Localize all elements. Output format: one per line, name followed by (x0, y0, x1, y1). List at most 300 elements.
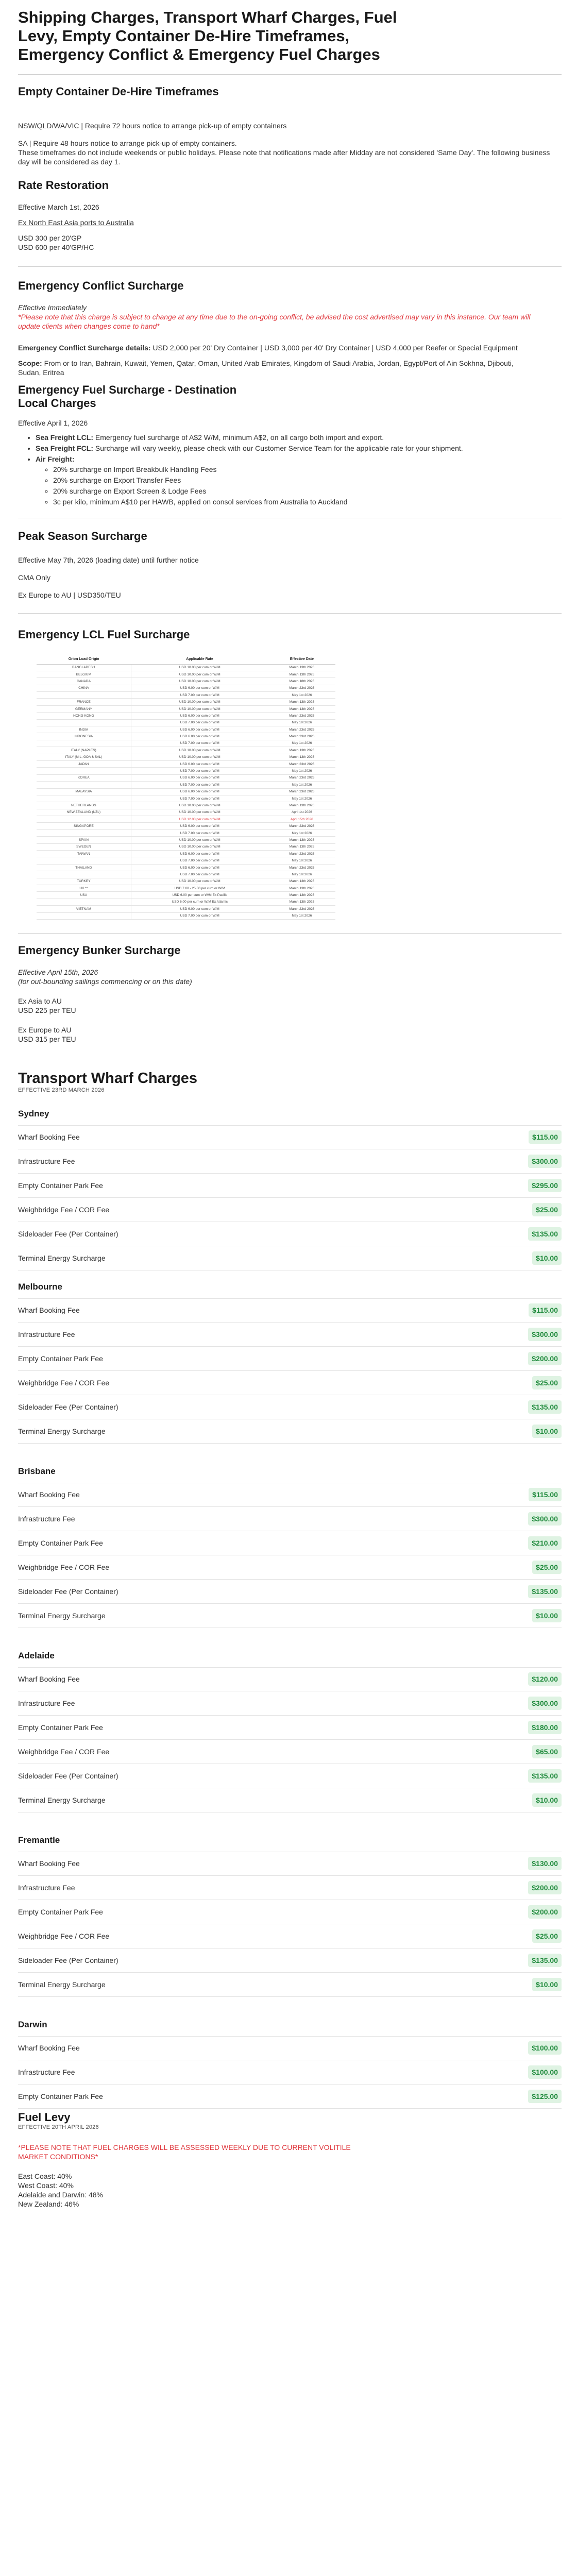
lcl-cell-date: March 13th 2026 (268, 892, 335, 899)
divider (18, 266, 562, 267)
fee-price: $135.00 (528, 1400, 562, 1414)
fuel-destination-heading: Emergency Fuel Surcharge - Destination Local Charges (18, 383, 237, 410)
page-title: Shipping Charges, Transport Wharf Charges, Fuel Levy, Empty Container De-Hire Timeframes, Emergency Conflict & Emergency Fuel Charges (18, 8, 397, 63)
fee-label: Infrastructure Fee (18, 1699, 75, 1707)
lcl-cell-rate: USD 10.00 per cum or W/M (131, 699, 268, 705)
conflict-details-text: USD 2,000 per 20' Dry Container | USD 3,000 per 40' Dry Container | USD 4,000 per Reefer or Special Equipment (150, 344, 518, 352)
lcl-cell-date: May 1st 2026 (268, 740, 335, 747)
fee-row (18, 1604, 562, 1628)
lcl-cell-rate: USD 10.00 per cum or W/M (131, 747, 268, 754)
lcl-cell-rate: USD 6.00 per cum or W/M (131, 713, 268, 719)
lcl-table-row (37, 899, 335, 905)
lcl-cell-date: May 1st 2026 (268, 782, 335, 788)
lcl-cell-date: March 23rd 2026 (268, 760, 335, 767)
divider (18, 74, 562, 75)
fee-row (18, 2036, 562, 2060)
lcl-cell-origin: GERMANY (37, 705, 131, 712)
lcl-cell-origin: CANADA (37, 678, 131, 685)
fee-row (18, 1764, 562, 1788)
lcl-table-row (37, 823, 335, 829)
lcl-cell-origin: MALAYSIA (37, 788, 131, 795)
lcl-cell-date: March 23rd 2026 (268, 726, 335, 733)
port-name: Fremantle (18, 1835, 60, 1845)
fee-row (18, 1298, 562, 1323)
bunker-effective-note: (for out-bounding sailings commencing or on this date) (18, 977, 192, 986)
bunker-asia-rate: USD 225 per TEU (18, 1006, 76, 1014)
lcl-cell-rate: USD 10.00 per cum or W/M (131, 664, 268, 671)
fee-row (18, 1852, 562, 1876)
lcl-table-row (37, 726, 335, 733)
peak-section (18, 530, 562, 600)
fee-label: Sideloader Fee (Per Container) (18, 1956, 118, 1964)
lcl-cell-origin (37, 871, 131, 878)
lcl-table-row (37, 768, 335, 774)
lcl-cell-date: March 23rd 2026 (268, 823, 335, 829)
peak-effective: Effective May 7th, 2026 (loading date) until further notice (18, 556, 199, 564)
fee-label: Wharf Booking Fee (18, 2044, 80, 2053)
port-name: Darwin (18, 2019, 47, 2029)
lcl-table-row (37, 802, 335, 809)
lcl-cell-date: May 1st 2026 (268, 795, 335, 802)
conflict-section (18, 279, 562, 377)
lcl-cell-rate: USD 10.00 per cum or W/M (131, 671, 268, 677)
dehire-line-3: These timeframes do not include weekends or public holidays. Please note that notifications made after Midday are not considered 'Same Day'. The following business day will be considered as day 1. (18, 148, 550, 166)
fuel-levy-effective: EFFECTIVE 20TH APRIL 2026 (18, 2124, 99, 2130)
lcl-cell-date: May 1st 2026 (268, 871, 335, 878)
wharf-heading: Transport Wharf Charges (18, 1070, 198, 1087)
fee-label: Terminal Energy Surcharge (18, 1611, 106, 1620)
port-name: Melbourne (18, 1281, 62, 1292)
lcl-cell-origin: BANGLADESH (37, 664, 131, 671)
lcl-cell-origin: FRANCE (37, 699, 131, 705)
lcl-cell-rate: USD 6.00 per cum or W/M (131, 851, 268, 857)
lcl-cell-origin (37, 857, 131, 864)
fee-label: Wharf Booking Fee (18, 1133, 80, 1142)
lcl-cell-date: May 1st 2026 (268, 719, 335, 726)
port-block-melbourne (18, 1282, 562, 1444)
fee-price: $210.00 (528, 1536, 562, 1550)
lcl-cell-date: May 1st 2026 (268, 768, 335, 774)
lcl-cell-origin (37, 816, 131, 823)
fuel-air-subitem: ◦ 20% surcharge on Export Screen & Lodge Fees (53, 486, 562, 496)
lcl-cell-date: March 13th 2026 (268, 699, 335, 705)
lcl-cell-rate: USD 6.00 per cum or W/M (131, 760, 268, 767)
lcl-cell-date: March 13th 2026 (268, 671, 335, 677)
lcl-cell-date: May 1st 2026 (268, 857, 335, 864)
lcl-table-row (37, 912, 335, 919)
conflict-scope-label: Scope: (18, 359, 42, 367)
rate-restoration-heading: Rate Restoration (18, 179, 109, 192)
fee-list (18, 1667, 562, 1812)
lcl-cell-origin: HONG KONG (37, 713, 131, 719)
fee-price: $25.00 (532, 1561, 562, 1574)
lcl-table-row (37, 809, 335, 816)
dehire-line-1: NSW/QLD/WA/VIC | Require 72 hours notice to arrange pick-up of empty containers (18, 122, 287, 130)
fee-price: $25.00 (532, 1929, 562, 1943)
port-name: Brisbane (18, 1466, 56, 1476)
fee-row (18, 1716, 562, 1740)
lcl-cell-origin: TURKEY (37, 878, 131, 885)
lcl-cell-date: March 13th 2026 (268, 754, 335, 760)
lcl-table-row (37, 795, 335, 802)
fee-row (18, 1691, 562, 1716)
lcl-cell-date: March 18th 2026 (268, 678, 335, 685)
fee-row (18, 1483, 562, 1507)
lcl-cell-rate: USD 6.00 per cum or W/M (131, 685, 268, 691)
fee-label: Wharf Booking Fee (18, 1490, 80, 1499)
port-name: Adelaide (18, 1650, 55, 1660)
lcl-table-row (37, 671, 335, 677)
fuel-levy-section (18, 2111, 562, 2209)
fee-label: Sideloader Fee (Per Container) (18, 1229, 118, 1238)
fee-label: Empty Container Park Fee (18, 1538, 103, 1547)
fee-label: Weighbridge Fee / COR Fee (18, 1563, 110, 1571)
fee-list (18, 1852, 562, 1997)
fee-row (18, 1323, 562, 1347)
lcl-cell-rate: USD 7.00 per cum or W/M (131, 719, 268, 726)
lcl-table-row (37, 699, 335, 705)
fee-price: $135.00 (528, 1954, 562, 1967)
lcl-cell-date: March 23rd 2026 (268, 906, 335, 912)
fuel-levy-rates (18, 2172, 562, 2209)
port-block-fremantle (18, 1835, 562, 1997)
lcl-header-rate: Applicable Rate (131, 655, 268, 664)
bunker-asia-route: Ex Asia to AU (18, 996, 62, 1005)
lcl-cell-rate: USD 6.00 per cum or W/M (131, 906, 268, 912)
dehire-line-2: SA | Require 48 hours notice to arrange pick-up of empty containers. (18, 139, 237, 147)
lcl-cell-date: April 1st 2026 (268, 809, 335, 816)
lcl-cell-rate: USD 7.00 per cum or W/M (131, 829, 268, 836)
lcl-table-row (37, 857, 335, 864)
fee-list (18, 1298, 562, 1444)
lcl-cell-rate: USD 10.00 per cum or W/M (131, 809, 268, 816)
fee-price: $10.00 (532, 1978, 562, 1991)
fee-label: Wharf Booking Fee (18, 1859, 80, 1868)
lcl-table-row (37, 664, 335, 671)
lcl-cell-origin: VIETNAM (37, 906, 131, 912)
fuel-air-subitem: ◦ 20% surcharge on Export Transfer Fees (53, 476, 562, 485)
conflict-notice: *Please note that this charge is subject to change at any time due to the on-going conflict, be advised the cost advertised may vary in this instance. Our team will update clients when changes come to hand* (18, 313, 531, 330)
port-name: Sydney (18, 1108, 49, 1118)
fee-label: Wharf Booking Fee (18, 1675, 80, 1684)
lcl-table-row (37, 754, 335, 760)
lcl-cell-date: March 23rd 2026 (268, 774, 335, 781)
lcl-table-row (37, 760, 335, 767)
fuel-fcl-item (36, 444, 562, 453)
fee-row (18, 1125, 562, 1149)
lcl-table-row (37, 843, 335, 850)
lcl-cell-rate: USD 7.00 per cum or W/M (131, 795, 268, 802)
lcl-cell-date: March 13th 2026 (268, 878, 335, 885)
fuel-destination-effective: Effective April 1, 2026 (18, 419, 88, 427)
fee-label: Empty Container Park Fee (18, 1181, 103, 1190)
lcl-cell-rate: USD 10.00 per cum or W/M (131, 843, 268, 850)
lcl-cell-rate: USD 10.00 per cum or W/M (131, 802, 268, 809)
lcl-table-row (37, 733, 335, 740)
fee-row (18, 1347, 562, 1371)
fee-label: Infrastructure Fee (18, 1883, 75, 1892)
fee-label: Sideloader Fee (Per Container) (18, 1587, 118, 1596)
lcl-cell-rate: USD 10.00 per cum or W/M (131, 837, 268, 843)
fuel-air-sublist (53, 465, 562, 506)
lcl-table-row (37, 829, 335, 836)
lcl-cell-origin: UK ** (37, 885, 131, 892)
fee-price: $65.00 (532, 1745, 562, 1758)
fee-price: $25.00 (532, 1376, 562, 1389)
wharf-effective: EFFECTIVE 23RD MARCH 2026 (18, 1087, 105, 1093)
rate-restoration-rate-40: USD 600 per 40'GP/HC (18, 243, 94, 251)
fee-row (18, 1555, 562, 1580)
fee-label: Infrastructure Fee (18, 1157, 75, 1165)
fee-price: $115.00 (529, 1303, 562, 1317)
fuel-fcl-text: Surcharge will vary weekly, please check with our Customer Service Team for the applicable rate for your shipment. (93, 444, 463, 452)
lcl-cell-origin (37, 899, 131, 905)
fee-row (18, 2084, 562, 2109)
wharf-section (18, 1070, 562, 2109)
fee-price: $10.00 (532, 1251, 562, 1265)
bunker-effective: Effective April 15th, 2026 (18, 968, 98, 976)
lcl-cell-origin (37, 782, 131, 788)
lcl-cell-rate: USD 6.00 per cum or W/M (131, 823, 268, 829)
fee-price: $25.00 (532, 1203, 562, 1216)
fee-row (18, 1198, 562, 1222)
fee-list (18, 1483, 562, 1628)
lcl-cell-origin: ITALY (NAPLES) (37, 747, 131, 754)
lcl-cell-date: March 13th 2026 (268, 885, 335, 892)
lcl-cell-date: March 13th 2026 (268, 899, 335, 905)
lcl-fuel-table (37, 655, 335, 920)
peak-route: Ex Europe to AU | USD350/TEU (18, 591, 121, 599)
fuel-levy-rate: West Coast: 40% (18, 2181, 74, 2190)
bunker-heading: Emergency Bunker Surcharge (18, 943, 181, 957)
fee-label: Wharf Booking Fee (18, 1306, 80, 1315)
lcl-table-row (37, 719, 335, 726)
lcl-cell-rate: USD 7.00 per cum or W/M (131, 857, 268, 864)
fee-price: $300.00 (528, 1328, 562, 1341)
fee-row (18, 1174, 562, 1198)
port-block-adelaide (18, 1651, 562, 1812)
fee-price: $135.00 (528, 1227, 562, 1241)
lcl-cell-date: March 13th 2026 (268, 843, 335, 850)
conflict-effective: Effective Immediately (18, 303, 87, 312)
lcl-cell-rate: USD 6.00 per cum or W/M (131, 733, 268, 740)
lcl-table-row (37, 816, 335, 823)
lcl-cell-origin (37, 912, 131, 919)
fee-list (18, 2036, 562, 2109)
lcl-cell-rate: USD 6.00 per cum or W/M (131, 774, 268, 781)
lcl-table-row (37, 885, 335, 892)
fuel-destination-list (36, 433, 562, 506)
conflict-heading: Emergency Conflict Surcharge (18, 279, 184, 292)
fee-price: $10.00 (532, 1425, 562, 1438)
peak-heading: Peak Season Surcharge (18, 530, 147, 543)
fee-price: $200.00 (528, 1881, 562, 1894)
lcl-table-row (37, 788, 335, 795)
rate-restoration-route: Ex North East Asia ports to Australia (18, 218, 134, 227)
fee-row (18, 1876, 562, 1900)
fee-price: $10.00 (532, 1609, 562, 1622)
fee-row (18, 2060, 562, 2084)
fuel-levy-rate: East Coast: 40% (18, 2172, 72, 2180)
rate-restoration-effective: Effective March 1st, 2026 (18, 203, 99, 211)
port-block-brisbane (18, 1466, 562, 1628)
lcl-cell-origin: SPAIN (37, 837, 131, 843)
lcl-cell-date: March 23rd 2026 (268, 685, 335, 691)
fee-price: $300.00 (528, 1697, 562, 1710)
lcl-cell-origin: KOREA (37, 774, 131, 781)
lcl-cell-rate: USD 7.00 per cum or W/M (131, 912, 268, 919)
lcl-cell-date: May 1st 2026 (268, 912, 335, 919)
fee-price: $100.00 (528, 2065, 562, 2079)
lcl-cell-date: May 1st 2026 (268, 692, 335, 699)
lcl-header-date: Effective Date (268, 655, 335, 664)
fee-row (18, 1222, 562, 1246)
lcl-table-row (37, 740, 335, 747)
lcl-cell-date: April 15th 2026 (268, 816, 335, 823)
lcl-cell-date: March 13th 2026 (268, 705, 335, 712)
lcl-cell-origin (37, 795, 131, 802)
lcl-cell-date: May 1st 2026 (268, 829, 335, 836)
fuel-air-label: Air Freight: (36, 455, 75, 463)
lcl-fuel-section (18, 628, 562, 920)
lcl-cell-origin: BELGIUM (37, 671, 131, 677)
rate-restoration-rate-20: USD 300 per 20'GP (18, 234, 82, 242)
fee-price: $115.00 (529, 1130, 562, 1144)
lcl-cell-rate: USD 7.00 per cum or W/M (131, 740, 268, 747)
fee-price: $200.00 (528, 1905, 562, 1919)
lcl-cell-date: March 23rd 2026 (268, 864, 335, 871)
fee-label: Terminal Energy Surcharge (18, 1980, 106, 1989)
divider (18, 613, 562, 614)
lcl-cell-rate: USD 6.00 per cum or W/M (131, 726, 268, 733)
bunker-europe-rate: USD 315 per TEU (18, 1035, 76, 1043)
lcl-table-row (37, 692, 335, 699)
lcl-cell-rate: USD 7.00 - 25.00 per cum or W/M (131, 885, 268, 892)
lcl-cell-rate: USD 7.00 per cum or W/M (131, 692, 268, 699)
dehire-section (18, 85, 562, 166)
conflict-details-label: Emergency Conflict Surcharge details: (18, 344, 151, 352)
lcl-cell-rate: USD 12.00 per cum or W/M (131, 816, 268, 823)
lcl-cell-rate: USD 10.00 per cum or W/M (131, 678, 268, 685)
lcl-cell-origin: INDIA (37, 726, 131, 733)
conflict-scope (18, 359, 533, 377)
fuel-air-subitem: ◦ 3c per kilo, minimum A$10 per HAWB, applied on consol services from Australia to Auckland (53, 497, 562, 506)
fee-label: Terminal Energy Surcharge (18, 1795, 106, 1804)
fee-row (18, 1149, 562, 1174)
port-block-darwin (18, 2020, 562, 2109)
lcl-table-row (37, 837, 335, 843)
lcl-cell-origin: USA (37, 892, 131, 899)
lcl-table-row (37, 782, 335, 788)
lcl-cell-origin: SWEDEN (37, 843, 131, 850)
lcl-cell-origin: JAPAN (37, 760, 131, 767)
rate-restoration-section (18, 179, 562, 252)
lcl-table-row (37, 892, 335, 899)
lcl-cell-origin (37, 740, 131, 747)
fee-label: Terminal Energy Surcharge (18, 1253, 106, 1262)
lcl-cell-rate: USD 7.00 per cum or W/M (131, 782, 268, 788)
fee-price: $125.00 (528, 2090, 562, 2103)
fee-price: $200.00 (528, 1352, 562, 1365)
lcl-cell-rate: USD 7.00 per cum or W/M (131, 871, 268, 878)
lcl-header-origin: Orion Load Origin (37, 655, 131, 664)
fee-row (18, 1531, 562, 1555)
bunker-section (18, 944, 562, 1044)
fuel-levy-rate: Adelaide and Darwin: 48% (18, 2190, 103, 2199)
port-block-sydney (18, 1109, 562, 1270)
lcl-table-row (37, 685, 335, 691)
fuel-air-item (36, 454, 562, 506)
lcl-table-row (37, 705, 335, 712)
fee-label: Weighbridge Fee / COR Fee (18, 1747, 110, 1756)
lcl-cell-rate: USD 6.00 per cum or W/M (131, 864, 268, 871)
fuel-destination-section (18, 383, 562, 506)
lcl-cell-origin (37, 829, 131, 836)
fee-price: $135.00 (528, 1585, 562, 1598)
lcl-cell-origin (37, 768, 131, 774)
fuel-levy-rate: New Zealand: 46% (18, 2199, 79, 2208)
fee-row (18, 1973, 562, 1997)
fee-price: $120.00 (528, 1672, 562, 1686)
lcl-cell-date: March 13th 2026 (268, 802, 335, 809)
lcl-cell-date: March 13th 2026 (268, 837, 335, 843)
bunker-europe-route: Ex Europe to AU (18, 1025, 72, 1034)
fee-price: $300.00 (528, 1512, 562, 1526)
fee-row (18, 1924, 562, 1948)
lcl-cell-date: March 13th 2026 (268, 747, 335, 754)
fee-label: Infrastructure Fee (18, 1330, 75, 1338)
fee-label: Sideloader Fee (Per Container) (18, 1402, 118, 1411)
lcl-cell-rate: USD 7.00 per cum or W/M (131, 768, 268, 774)
lcl-cell-date: March 23rd 2026 (268, 788, 335, 795)
conflict-details (18, 343, 533, 352)
conflict-scope-text: From or to Iran, Bahrain, Kuwait, Yemen, Qatar, Oman, United Arab Emirates, Kingdom of Saudi Arabia, Jordan, Egypt/Port of Ain Sokhna, Djibouti, Sudan, Eritrea (18, 359, 514, 377)
fuel-air-subitem: ◦ 20% surcharge on Import Breakbulk Handling Fees (53, 465, 562, 474)
lcl-cell-date: March 23rd 2026 (268, 733, 335, 740)
fee-row (18, 1667, 562, 1691)
lcl-cell-date: March 23rd 2026 (268, 713, 335, 719)
lcl-table-row (37, 678, 335, 685)
lcl-cell-origin: CHINA (37, 685, 131, 691)
lcl-cell-rate: USD 10.00 per cum or W/M (131, 705, 268, 712)
lcl-cell-origin (37, 719, 131, 726)
lcl-cell-origin: SINGAPORE (37, 823, 131, 829)
fee-price: $295.00 (528, 1179, 562, 1192)
fee-price: $300.00 (528, 1155, 562, 1168)
dehire-heading: Empty Container De-Hire Timeframes (18, 85, 219, 98)
lcl-fuel-heading: Emergency LCL Fuel Surcharge (18, 628, 190, 641)
fee-row (18, 1419, 562, 1444)
lcl-cell-rate: USD 6.00 per cum or W/M Ex Pacific (131, 892, 268, 899)
lcl-table-row (37, 851, 335, 857)
fee-price: $10.00 (532, 1793, 562, 1807)
fuel-lcl-text: Emergency fuel surcharge of A$2 W/M, minimum A$2, on all cargo both import and export. (93, 433, 384, 442)
fee-row (18, 1395, 562, 1419)
fee-row (18, 1948, 562, 1973)
fee-price: $130.00 (528, 1857, 562, 1870)
fee-row (18, 1507, 562, 1531)
fee-label: Terminal Energy Surcharge (18, 1427, 106, 1435)
fee-row (18, 1371, 562, 1395)
fee-row (18, 1740, 562, 1764)
lcl-cell-rate: USD 6.00 per cum or W/M (131, 788, 268, 795)
fee-label: Infrastructure Fee (18, 1514, 75, 1523)
lcl-cell-origin: ITALY (MIL, GOA & SAL) (37, 754, 131, 760)
lcl-cell-rate: USD 6.00 per cum or W/M Ex Atlantic (131, 899, 268, 905)
lcl-cell-origin: NETHERLANDS (37, 802, 131, 809)
lcl-cell-origin: TAIWAN (37, 851, 131, 857)
fee-row (18, 1580, 562, 1604)
